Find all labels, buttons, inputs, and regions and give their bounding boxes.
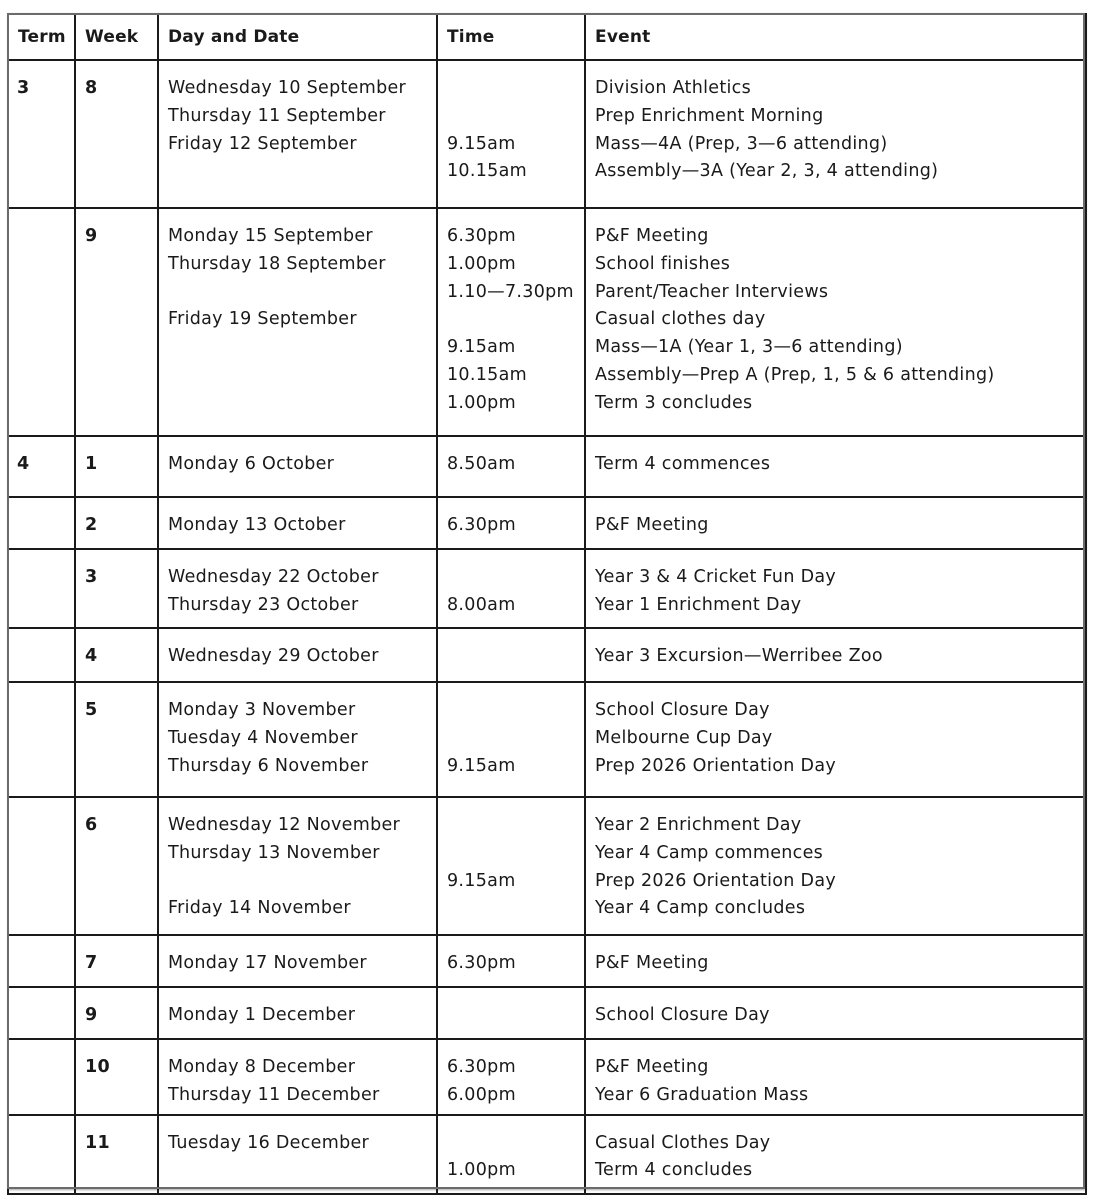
event-cell-line: P&F Meeting	[595, 226, 709, 246]
date-cell	[158, 628, 437, 682]
date-cell-line: Monday 1 December	[168, 1005, 356, 1025]
event-cell-line: P&F Meeting	[595, 953, 709, 973]
table-row	[8, 797, 1086, 935]
event-cell-line: Year 3 Excursion—Werribee Zoo	[595, 646, 883, 666]
term-cell-value	[17, 950, 65, 978]
date-cell	[158, 497, 437, 549]
week-cell-value: 3	[85, 567, 98, 587]
date-cell-line: Monday 3 November	[168, 700, 356, 720]
event-cell-line: Melbourne Cup Day	[595, 727, 773, 748]
time-cell-line: 9.15am	[447, 870, 516, 891]
time-cell-line: 8.50am	[447, 454, 516, 474]
date-cell-line	[168, 362, 427, 390]
event-cell-line: Mass—1A (Year 1, 3—6 attending)	[595, 337, 903, 358]
week-cell	[75, 549, 158, 628]
time-cell-line: 9.15am	[447, 133, 516, 154]
time-cell-line	[447, 1002, 575, 1030]
event-cell-line: Year 6 Graduation Mass	[595, 1084, 809, 1105]
date-cell-line: Friday 12 September	[168, 133, 357, 154]
date-cell	[158, 436, 437, 497]
week-cell-value: 5	[85, 700, 98, 720]
event-cell-line: Term 4 commences	[595, 454, 771, 474]
event-cell-line: School Closure Day	[595, 700, 770, 720]
event-cell-line: Term 3 concludes	[595, 392, 753, 413]
time-cell	[437, 682, 585, 797]
week-cell	[75, 682, 158, 797]
date-cell-line	[168, 390, 427, 418]
date-cell-line: Wednesday 29 October	[168, 646, 379, 666]
term-cell-value	[17, 1130, 65, 1158]
calendar-sheet	[7, 13, 1085, 1189]
time-cell-line: 6.30pm	[447, 226, 516, 246]
time-cell-line: 9.15am	[447, 337, 516, 358]
term-cell-value	[17, 643, 65, 671]
date-cell	[158, 797, 437, 935]
term-cell	[8, 1039, 75, 1115]
event-cell-line: P&F Meeting	[595, 1057, 709, 1077]
event-cell	[585, 497, 1086, 549]
date-cell	[158, 935, 437, 987]
time-cell-line	[447, 812, 575, 840]
header-time: Time	[437, 14, 585, 60]
event-cell-line: Year 4 Camp commences	[595, 842, 824, 863]
event-cell	[585, 436, 1086, 497]
time-cell-line: 1.00pm	[447, 253, 516, 274]
table-row	[8, 60, 1086, 208]
time-cell-line: 9.15am	[447, 755, 516, 776]
date-cell	[158, 549, 437, 628]
time-cell	[437, 1039, 585, 1115]
term-cell	[8, 436, 75, 497]
event-cell-line: Parent/Teacher Interviews	[595, 281, 829, 302]
term-cell-value	[17, 812, 65, 840]
header-term: Term	[8, 14, 75, 60]
week-cell	[75, 60, 158, 208]
term-cell-value	[17, 223, 65, 251]
time-cell-line	[447, 697, 575, 725]
date-cell-line: Monday 13 October	[168, 515, 346, 535]
table-row	[8, 497, 1086, 549]
table-row	[8, 628, 1086, 682]
term-cell	[8, 208, 75, 436]
week-cell	[75, 1115, 158, 1194]
date-cell-line: Monday 6 October	[168, 454, 335, 474]
date-cell-line: Thursday 13 November	[168, 842, 380, 863]
event-cell-line: Prep 2026 Orientation Day	[595, 870, 837, 891]
table-row	[8, 549, 1086, 628]
time-cell-line: 10.15am	[447, 161, 527, 182]
week-cell	[75, 797, 158, 935]
event-cell	[585, 628, 1086, 682]
date-cell-line	[168, 158, 427, 186]
week-cell-value: 9	[85, 1005, 98, 1025]
event-cell-line: Year 1 Enrichment Day	[595, 594, 802, 615]
event-cell-line: Assembly—3A (Year 2, 3, 4 attending)	[595, 161, 939, 182]
date-cell-line: Wednesday 12 November	[168, 815, 401, 835]
week-cell-value: 10	[85, 1057, 110, 1077]
event-cell-line: P&F Meeting	[595, 515, 709, 535]
time-cell-line: 6.30pm	[447, 953, 516, 973]
time-cell-line: 1.00pm	[447, 392, 516, 413]
time-cell	[437, 60, 585, 208]
term-cell-value	[17, 512, 65, 540]
time-cell	[437, 497, 585, 549]
week-cell	[75, 208, 158, 436]
event-cell	[585, 1039, 1086, 1115]
table-row	[8, 682, 1086, 797]
date-cell-line	[168, 1157, 427, 1185]
term-cell-value: 4	[17, 454, 30, 474]
time-cell-line: 6.30pm	[447, 515, 516, 535]
event-cell	[585, 208, 1086, 436]
week-cell	[75, 628, 158, 682]
time-cell	[437, 987, 585, 1039]
header-week: Week	[75, 14, 158, 60]
event-cell-line: Prep 2026 Orientation Day	[595, 755, 837, 776]
time-cell	[437, 797, 585, 935]
week-cell-value: 7	[85, 953, 98, 973]
week-cell	[75, 1039, 158, 1115]
date-cell-line: Thursday 23 October	[168, 594, 359, 615]
week-cell	[75, 935, 158, 987]
date-cell-line	[168, 279, 427, 307]
event-cell-line: School Closure Day	[595, 1005, 770, 1025]
date-cell-line: Friday 14 November	[168, 898, 351, 919]
term-cell	[8, 549, 75, 628]
table-row	[8, 987, 1086, 1039]
term-cell-value	[17, 564, 65, 592]
date-cell-line: Wednesday 10 September	[168, 78, 407, 98]
time-cell	[437, 549, 585, 628]
date-cell	[158, 987, 437, 1039]
table-row	[8, 1039, 1086, 1115]
header-event: Event	[585, 14, 1086, 60]
week-cell-value: 1	[85, 454, 98, 474]
date-cell-line: Thursday 6 November	[168, 755, 369, 776]
event-cell	[585, 935, 1086, 987]
event-cell-line: Term 4 concludes	[595, 1160, 753, 1181]
header-row	[8, 14, 1086, 60]
date-cell-line	[168, 868, 427, 896]
date-cell-line: Friday 19 September	[168, 309, 357, 330]
time-cell	[437, 628, 585, 682]
date-cell	[158, 1039, 437, 1115]
date-cell-line: Monday 17 November	[168, 953, 367, 973]
date-cell	[158, 60, 437, 208]
date-cell-line: Thursday 11 September	[168, 105, 386, 126]
term-cell-value	[17, 697, 65, 725]
week-cell-value: 4	[85, 646, 98, 666]
term-cell	[8, 682, 75, 797]
term-cell-value: 3	[17, 78, 30, 98]
time-cell-line	[447, 306, 575, 334]
date-cell-line: Monday 15 September	[168, 226, 373, 246]
time-cell	[437, 1115, 585, 1194]
term-cell	[8, 60, 75, 208]
table-row	[8, 208, 1086, 436]
time-cell-line	[447, 840, 575, 868]
date-cell-line: Wednesday 22 October	[168, 567, 379, 587]
event-cell	[585, 682, 1086, 797]
event-cell-line: Year 4 Camp concludes	[595, 898, 806, 919]
date-cell-line: Thursday 18 September	[168, 253, 386, 274]
event-cell-line: Casual clothes day	[595, 309, 766, 330]
time-cell-line	[447, 643, 575, 671]
date-cell-line: Tuesday 4 November	[168, 727, 358, 748]
week-cell-value: 9	[85, 226, 98, 246]
term-cell	[8, 1115, 75, 1194]
time-cell-line	[447, 1130, 575, 1158]
term-cell-value	[17, 1002, 65, 1030]
time-cell-line: 1.00pm	[447, 1160, 516, 1181]
term-cell	[8, 797, 75, 935]
event-cell	[585, 549, 1086, 628]
time-cell-line	[447, 725, 575, 753]
week-cell	[75, 497, 158, 549]
date-cell-line	[168, 334, 427, 362]
table-row	[8, 935, 1086, 987]
date-cell	[158, 682, 437, 797]
date-cell-line: Thursday 11 December	[168, 1084, 380, 1105]
week-cell-value: 2	[85, 515, 98, 535]
week-cell	[75, 987, 158, 1039]
event-cell-line: Year 2 Enrichment Day	[595, 815, 802, 835]
header-day-and-date: Day and Date	[158, 14, 437, 60]
table-row	[8, 436, 1086, 497]
event-cell	[585, 60, 1086, 208]
time-cell-line	[447, 75, 575, 103]
event-cell	[585, 797, 1086, 935]
table-body	[8, 60, 1086, 1194]
time-cell-line: 6.30pm	[447, 1057, 516, 1077]
table-row	[8, 1115, 1086, 1194]
event-cell-line: Casual Clothes Day	[595, 1132, 771, 1153]
date-cell	[158, 208, 437, 436]
event-cell-line: Mass—4A (Prep, 3—6 attending)	[595, 133, 888, 154]
table-header	[8, 14, 1086, 60]
week-cell-value: 6	[85, 815, 98, 835]
term-cell	[8, 628, 75, 682]
term-cell	[8, 987, 75, 1039]
time-cell-line	[447, 103, 575, 131]
time-cell-line: 6.00pm	[447, 1084, 516, 1105]
time-cell-line: 8.00am	[447, 594, 516, 615]
date-cell-line: Tuesday 16 December	[168, 1132, 370, 1153]
event-cell-line: Assembly—Prep A (Prep, 1, 5 & 6 attending)	[595, 364, 995, 385]
time-cell	[437, 208, 585, 436]
term-cell	[8, 935, 75, 987]
term-cell	[8, 497, 75, 549]
week-cell	[75, 436, 158, 497]
date-cell-line: Monday 8 December	[168, 1057, 356, 1077]
event-cell-line: Year 3 & 4 Cricket Fun Day	[595, 567, 837, 587]
time-cell-line: 1.10—7.30pm	[447, 281, 574, 302]
week-cell-value: 8	[85, 78, 98, 98]
date-cell	[158, 1115, 437, 1194]
term-cell-value	[17, 1054, 65, 1082]
event-cell	[585, 987, 1086, 1039]
time-cell-line: 10.15am	[447, 364, 527, 385]
events-table	[7, 13, 1087, 1195]
event-cell-line: School finishes	[595, 253, 731, 274]
event-cell-line: Prep Enrichment Morning	[595, 105, 824, 126]
week-cell-value: 11	[85, 1132, 110, 1153]
event-cell	[585, 1115, 1086, 1194]
time-cell	[437, 935, 585, 987]
time-cell-line	[447, 895, 575, 923]
time-cell	[437, 436, 585, 497]
time-cell-line	[447, 564, 575, 592]
event-cell-line: Division Athletics	[595, 78, 752, 98]
